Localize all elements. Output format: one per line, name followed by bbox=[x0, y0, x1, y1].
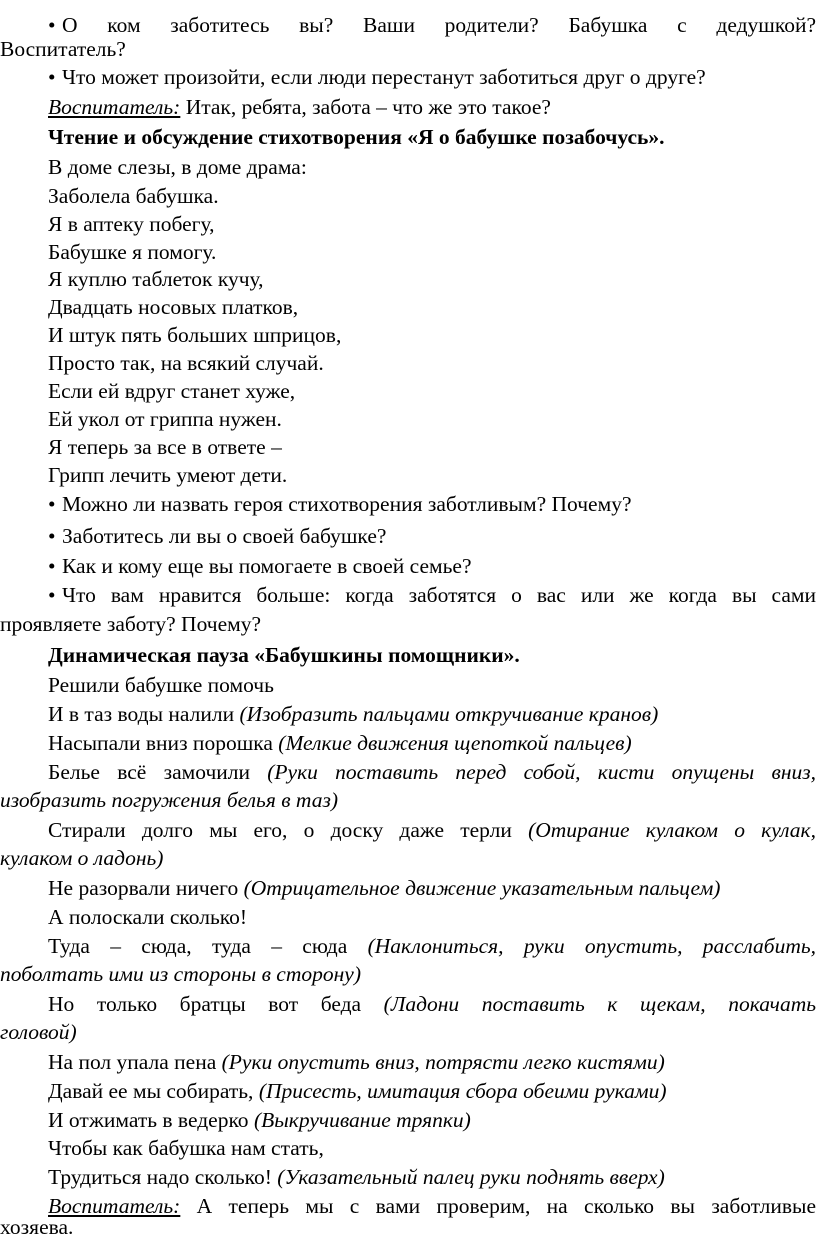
bullet-icon: • bbox=[48, 492, 56, 516]
speaker-label: Воспитатель: bbox=[48, 1194, 181, 1218]
poem-line: Я теперь за все в ответе – bbox=[48, 435, 282, 459]
pause-line bbox=[0, 1076, 816, 1106]
question-2 bbox=[0, 62, 816, 92]
poem-line: Я в аптеку побегу, bbox=[48, 212, 215, 236]
speaker-label: Воспитатель: bbox=[48, 95, 181, 119]
pause-instruction: (Изобразить пальцами откручивание кранов) bbox=[239, 702, 659, 726]
pause-text: Но только братцы вот беда bbox=[48, 992, 384, 1016]
question-text: Как и кому еще вы помогаете в своей семье? bbox=[62, 554, 472, 578]
poem-line: Заболела бабушка. bbox=[48, 184, 219, 208]
poem-heading: Чтение и обсуждение стихотворения «Я о бабушке позабочусь». bbox=[48, 125, 665, 149]
pause-text: Белье всё замочили bbox=[48, 760, 268, 784]
pause-instruction: (Отрицательное движение указательным пальцем) bbox=[243, 876, 721, 900]
question-6 bbox=[0, 580, 816, 610]
pause-instruction: (Мелкие движения щепоткой пальцев) bbox=[278, 731, 632, 755]
pause-line: А полоскали сколько! bbox=[48, 905, 248, 929]
pause-instruction: (Наклониться, руки опустить, расслабить, bbox=[367, 934, 816, 958]
pause-instruction: (Присесть, имитация сбора обеими руками) bbox=[258, 1079, 667, 1103]
pause-instruction-continuation: поболтать ими из стороны в сторону) bbox=[0, 962, 361, 986]
bullet-icon: • bbox=[48, 65, 56, 89]
pause-text: Туда – сюда, туда – сюда bbox=[48, 934, 368, 958]
pause-instruction: (Руки опустить вниз, потрясти легко кистями) bbox=[221, 1050, 665, 1074]
pause-instruction: (Отирание кулаком о кулак, bbox=[528, 818, 816, 842]
pause-line bbox=[0, 757, 816, 787]
bullet-icon: • bbox=[48, 583, 56, 607]
pause-text: Стирали долго мы его, о доску даже терли bbox=[48, 818, 529, 842]
speaker-text: Итак, ребята, забота – что же это такое? bbox=[180, 95, 551, 119]
pause-text: Трудиться надо сколько! bbox=[48, 1165, 278, 1189]
question-5 bbox=[0, 551, 816, 581]
pause-instruction-continuation: изобразить погружения белья в таз) bbox=[0, 788, 339, 812]
pause-instruction: (Руки поставить перед собой, кисти опущены вниз, bbox=[267, 760, 816, 784]
pause-instruction: (Указательный палец руки поднять вверх) bbox=[277, 1165, 665, 1189]
pause-instruction-continuation: головой) bbox=[0, 1020, 77, 1044]
pause-heading: Динамическая пауза «Бабушкины помощники». bbox=[48, 643, 520, 667]
pause-text: И в таз воды налили bbox=[48, 702, 240, 726]
pause-text: Давай ее мы собирать, bbox=[48, 1079, 259, 1103]
pause-line bbox=[0, 1105, 816, 1135]
pause-text: Насыпали вниз порошка bbox=[48, 731, 279, 755]
pause-line bbox=[0, 873, 816, 903]
poem-line: Если ей вдруг станет хуже, bbox=[48, 379, 296, 403]
question-text: Заботитесь ли вы о своей бабушке? bbox=[62, 524, 387, 548]
poem-line: Грипп лечить умеют дети. bbox=[48, 463, 288, 487]
speaker-text: А теперь мы с вами проверим, на сколько вы заботливые bbox=[180, 1194, 816, 1218]
poem-line: И штук пять больших шприцов, bbox=[48, 323, 342, 347]
bullet-icon: • bbox=[48, 13, 56, 37]
poem-line: Просто так, на всякий случай. bbox=[48, 351, 324, 375]
question-3 bbox=[0, 489, 816, 519]
pause-text: Не разорвали ничего bbox=[48, 876, 244, 900]
poem-line: Ей укол от гриппа нужен. bbox=[48, 407, 282, 431]
pause-line bbox=[0, 931, 816, 961]
pause-line bbox=[0, 1047, 816, 1077]
teacher-line-2-continuation: хозяева. bbox=[0, 1215, 74, 1239]
question-text: О ком заботитесь вы? Ваши родители? Бабушка с дедушкой? bbox=[62, 13, 816, 37]
pause-line bbox=[0, 728, 816, 758]
bullet-icon: • bbox=[48, 524, 56, 548]
pause-line: Чтобы как бабушка нам стать, bbox=[48, 1136, 324, 1160]
pause-instruction: (Ладони поставить к щекам, покачать bbox=[383, 992, 816, 1016]
teacher-line-1 bbox=[0, 92, 816, 122]
pause-line bbox=[0, 699, 816, 729]
question-4 bbox=[0, 521, 816, 551]
question-6-continuation: проявляете заботу? Почему? bbox=[0, 612, 262, 636]
question-text: Можно ли назвать героя стихотворения заботливым? Почему? bbox=[62, 492, 632, 516]
pause-text: И отжимать в ведерко bbox=[48, 1108, 254, 1132]
pause-instruction-continuation: кулаком о ладонь) bbox=[0, 846, 164, 870]
bullet-icon: • bbox=[48, 554, 56, 578]
pause-instruction: (Выкручивание тряпки) bbox=[253, 1108, 471, 1132]
pause-text: На пол упала пена bbox=[48, 1050, 222, 1074]
poem-line: Двадцать носовых платков, bbox=[48, 295, 299, 319]
pause-line bbox=[0, 989, 816, 1019]
poem-line: Я куплю таблеток кучу, bbox=[48, 267, 264, 291]
poem-line: В доме слезы, в доме драма: bbox=[48, 155, 307, 179]
poem-line: Бабушке я помогу. bbox=[48, 240, 217, 264]
pause-line bbox=[0, 1162, 816, 1192]
pause-line bbox=[0, 815, 816, 845]
question-text: Что может произойти, если люди перестанут заботиться друг о друге? bbox=[62, 65, 706, 89]
pause-line: Решили бабушке помочь bbox=[48, 673, 274, 697]
question-text: Что вам нравится больше: когда заботятся о вас или же когда вы сами bbox=[62, 583, 816, 607]
question-1-continuation: Воспитатель? bbox=[0, 37, 126, 61]
